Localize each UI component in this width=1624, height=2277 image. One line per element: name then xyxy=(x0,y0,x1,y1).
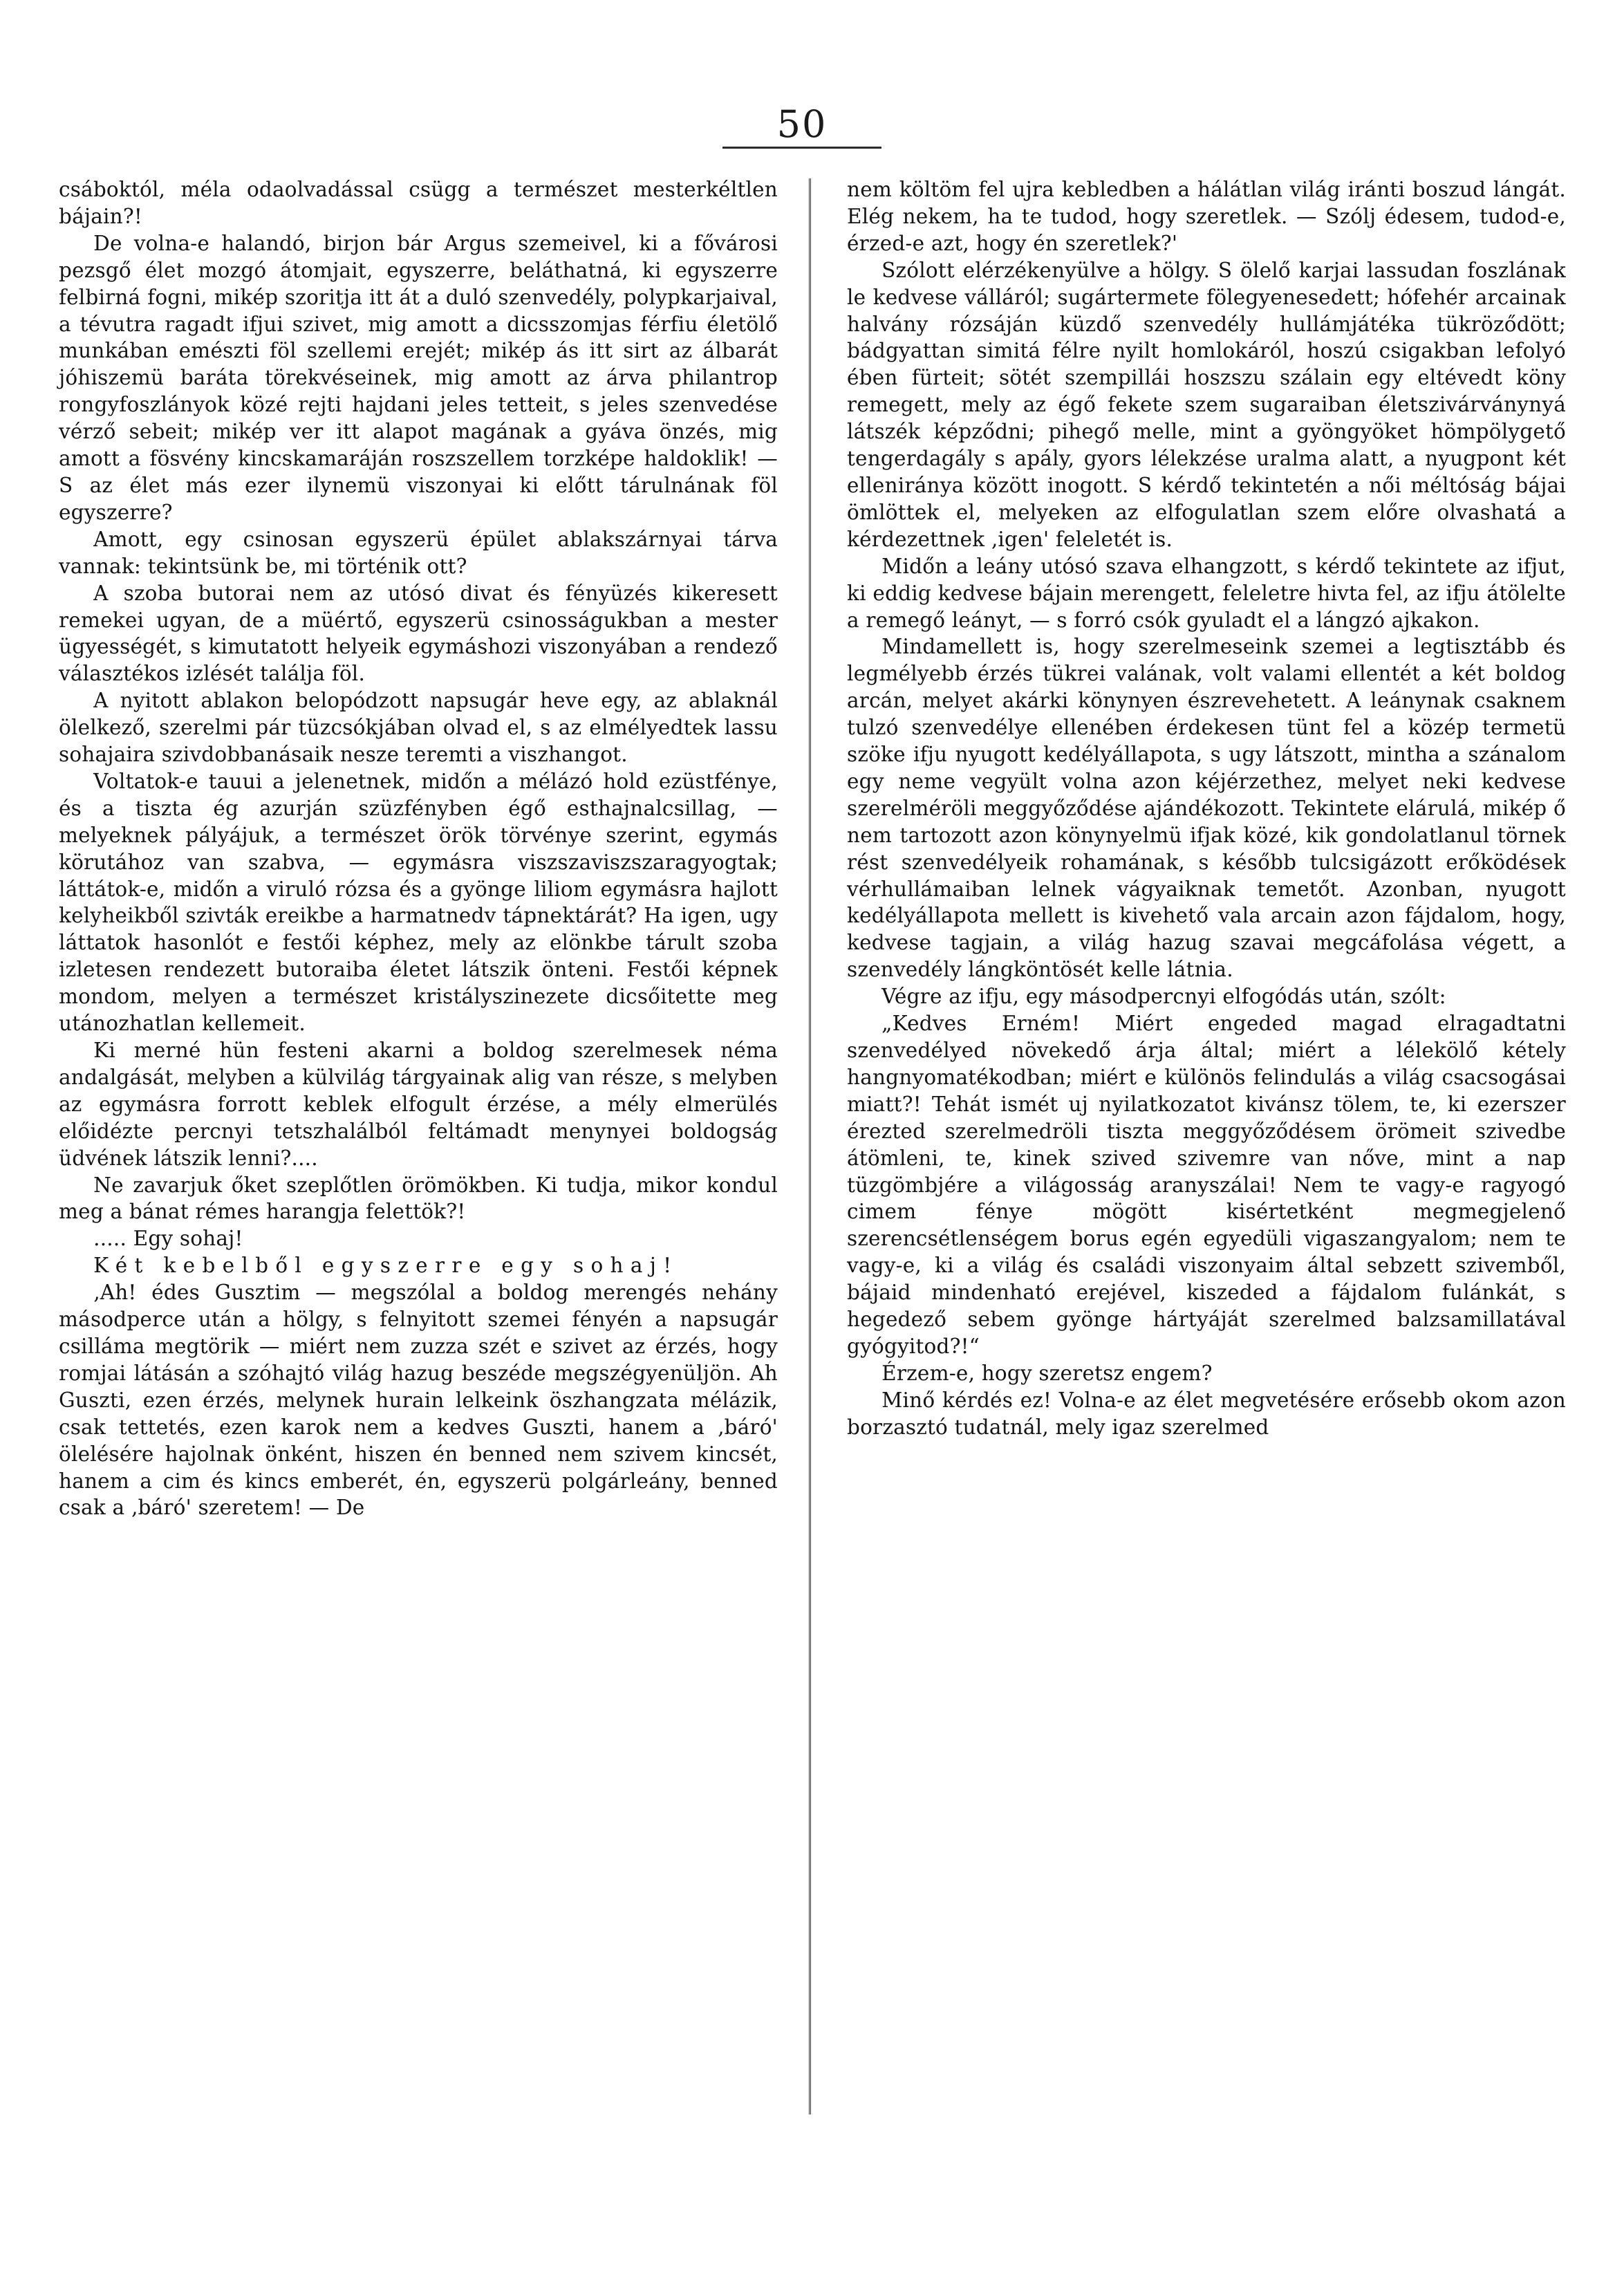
paragraph: „Kedves Erném! Miért engeded magad elragadtatni szenvedélyed növekedő árja által; miért a lélekölő kétely hangnyomatékodban; miért e különös felindulás a világ csacsogásai miatt?! Tehát ismét uj nyilatkozatot kivánsz tölem, te, ki ezerszer érezted szerelmedröli tiszta meggyőződésem örömeit szivedbe átömleni, te, kinek szived szivemre van nőve, mint a nap tüzgömbjére a világosság aranyszálai! Nem te vagy-e ragyogó cimem fénye mögött kisértetként megmegjelenő szerencsétlenségem borus egén egyedüli vigaszangyalom; nem te vagy-e, ki a világ és családi viszonyaim által sebzett szivemből, bájaid mindenható erejével, kiszeded a fájdalom fulánkát, s hegedező sebem gyönge hártyáját szerelmed balzsamillatával gyógyitod?!“ xyxy=(847,1012,1566,1358)
left-column xyxy=(59,176,778,1521)
paragraph: Ne zavarjuk őket szeplőtlen örömökben. Ki tudja, mikor kondul meg a bánat rémes harangja felettök?! xyxy=(59,1173,778,1224)
paragraph: Érzem-e, hogy szeretsz engem? xyxy=(881,1361,1213,1385)
paragraph: csáboktól, méla odaolvadással csügg a természet mesterkéltlen bájain?! xyxy=(59,178,778,228)
paragraph: Ki merné hün festeni akarni a boldog szerelmesek néma andalgását, melyben a külvilág tárgyainak alig van része, s melyben az egymásra forrott keblek elfogult érzése, a mély elmerülés előidézte percnyi tetszhalálból feltámadt menynyei boldogság üdvének látszik lenni?.... xyxy=(59,1039,778,1170)
paragraph: Mindamellett is, hogy szerelmeseink szemei a legtisztább és legmélyebb érzés tükrei valának, volt valami ellentét a két boldog arcán, melyet akárki könynyen észrevehetett. A leánynak csaknem tulzó szenvedélye ellenében érdekesen tünt fel a közép termetü szöke ifju nyugott kedélyállapota, s ugy látszott, mintha a szánalom egy neme vegyült volna azon kéjérzethez, melyet neki kedvese szerelméröli meggyőződése ajándékozott. Tekintete elárulá, mikép ő nem tartozott azon könynyelmü ifjak közé, kik gondolatlanul törnek rést szenvedélyeik rohamának, s később tulcsigázott erőködések vérhullámaiban lelnek vágyaiknak temetőt. Azonban, nyugott kedélyállapota mellett is kivehető vala arcain azon fájdalom, hogy, kedvese tagjain, a világ hazug szavai megcáfolása végett, a szenvedély lángköntösét kelle látnia. xyxy=(847,635,1566,982)
paragraph: Voltatok-e tauui a jelenetnek, midőn a mélázó hold ezüstfénye, és a tiszta ég azurján szüzfényben égő esthajnalcsillag, — melyeknek pályájuk, a természet örök törvénye szerint, egymás körutához van szabva, — egymásra viszszaviszszaragyogtak; láttátok-e, midőn a viruló rózsa és a gyönge liliom egymásra hajlott kelyheikből szivták ereikbe a harmatnedv tápnektárát? Ha igen, ugy láttatok hasonlót e festői képhez, mely az elönkbe tárult szoba izletesen rendezett butoraiba életet látszik önteni. Festői képnek mondom, melyen a természet kristályszinezete dicsőitette meg utánozhatlan kellemeit. xyxy=(59,769,778,1036)
paragraph: Szólott elérzékenyülve a hölgy. S ölelő karjai lassudan foszlának le kedvese válláról; sugártermete fölegyenesedett; hófehér arcainak halvány rózsáján küzdő szenvedély hullámjátéka tükröződött; bádgyattan simitá félre nyilt homlokáról, hoszú csigakban lefolyó ében fürteit; sötét szempillái hoszszu szálain egy eltévedt köny remegett, mely az égő fekete szem sugaraiban életszivárványnyá látszék képződni; pihegő melle, mint a gyöngyöket hömpölygető tengerdagály s apály, gyors lélekzése uralma alatt, a nyugpont két ellenirányа között inogott. S kérdő tekintetén a női méltóság bájai ömlöttek el, melyeken az elfogulatlan szem előre olvashatá a kérdezettnek ‚igen' feleletét is. xyxy=(847,258,1566,551)
paragraph: nem költöm fel ujra kebledben a hálátlan világ iránti boszud lángát. Elég nekem, ha te tudod, hogy szeretlek. — Szólj édesem, tudod-e, érzed-e azt, hogy én szeretlek?' xyxy=(847,178,1566,255)
paragraph: ..... Egy sohaj! xyxy=(93,1227,243,1251)
paragraph: ‚Ah! édes Gusztim — megszólal a boldog merengés nehány másodperce után a hölgy, s felnyitott szemei fényén a napsugár csillámа megtörik — miért nem zuzza szét e szivet az érzés, hogy romjai látásán a szóhajtó világ hazug beszéde megszégyenüljön. Ah Guszti, ezen érzés, melynek hurain lelkeink öszhangzata mélázik, csak tettetés, ezen karok nem a kedves Guszti, hanem a ‚báró' ölelésére hajolnak önként, hiszen én benned nem szivem kincsét, hanem a cim és kincs emberét, én, egyszerü polgárleány, benned csak a ‚báró' szeretem! — De xyxy=(59,1281,778,1520)
paragraph: Végre az ifju, egy másodpercnyi elfogódás után, szólt: xyxy=(881,985,1446,1009)
page-number: 50 xyxy=(776,102,828,146)
column-divider xyxy=(809,178,811,2115)
paragraph: De volna-e halandó, birjon bár Argus szemeivel, ki a fővárosi pezsgő élet mozgó átomjait, egyszerre, beláthatná, ki egyszerre felbirná fogni, mikép szoritja itt át a duló szenvedély, polypkarjaival, a tévutra ragadt ifjui szivet, mig amott a dicsszomjas férfiu életölő munkában emészti föl szellemi erejét; mikép ás itt sirt az álbarát jóhiszemü baráta törekvéseinek, mig amott az árva philantrop rongyfoszlányok közé rejti hajdani jeles tetteit, s jeles szenvedése vérző sebeit; mikép ver itt alapot magának a gyáva önzés, mig amott a fösvény kincskamaráján roszszellem torzképe haldoklik! — S az élet más ezer ilynemü viszonyai ki előtt tárulnának föl egyszerre? xyxy=(59,231,778,524)
header-rule xyxy=(722,147,881,149)
paragraph: A nyitott ablakon belopódzott napsugár heve egy, az ablaknál ölelkező, szerelmi pár tüzcsókjában olvad el, s az elmélyedtek lassu sohajaira szivdobbanásaik nesze teremti a viszhangot. xyxy=(59,689,778,767)
paragraph: Minő kérdés ez! Volna-e az élet megvetésére erősebb okom azon borzasztó tudatnál, mely igaz szerelmed xyxy=(847,1388,1566,1439)
paragraph: Amott, egy csinosan egyszerü épület ablakszárnyai tárva vannak: tekintsünk be, mi történik ott? xyxy=(59,527,778,578)
right-column xyxy=(847,176,1566,1441)
paragraph: A szoba butorai nem az utósó divat és fényüzés kikeresett remekei ugyan, de a müértő, egyszerü csinosságukban a mester ügyességét, s kimutatott helyeik egymáshozi viszonyában a rendező választékos izlését találja föl. xyxy=(59,581,778,686)
paragraph: Két kebelből egyszerre egy sohaj! xyxy=(93,1254,679,1278)
paragraph: Midőn a leány utósó szava elhangzott, s kérdő tekintete az ifjut, ki eddig kedvese bájain merengett, feleletre hivta fel, az ifju átölelte a remegő leányt, — s forró csók gyuladt el a lángzó ajkakon. xyxy=(847,554,1566,632)
